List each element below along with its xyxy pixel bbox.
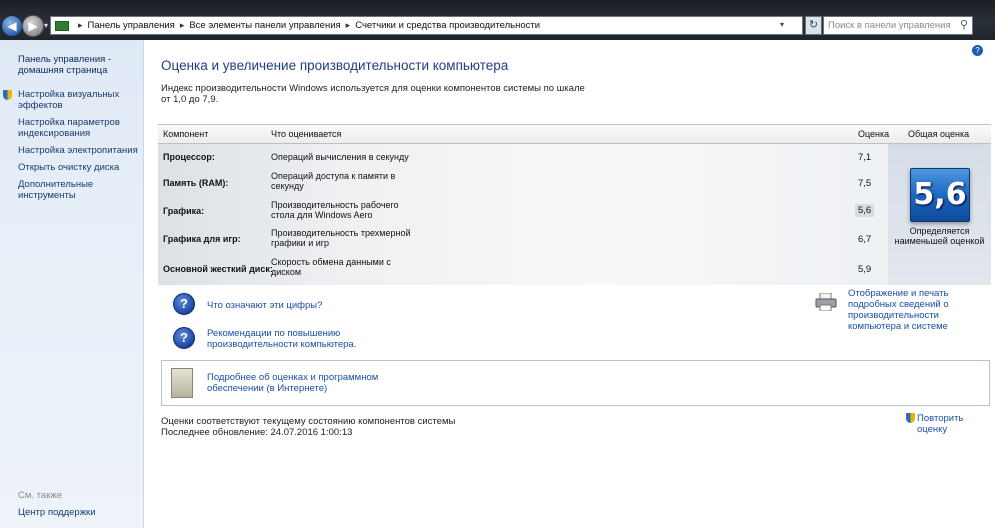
question-icon: ? — [173, 293, 195, 315]
row-score: 7,5 — [858, 178, 872, 189]
row-score: 6,7 — [858, 234, 872, 245]
recent-pages-dropdown[interactable]: ▾ — [44, 21, 49, 30]
sidebar-item-advanced-tools[interactable]: Дополнительные инструменты — [18, 179, 94, 201]
breadcrumb-control-panel[interactable]: Панель управления — [87, 20, 175, 31]
chevron-down-icon[interactable]: ▾ — [779, 20, 784, 29]
question-icon: ? — [173, 327, 195, 349]
status-last-update: Последнее обновление: 24.07.2016 1:00:13 — [161, 427, 353, 438]
back-button[interactable] — [1, 15, 23, 37]
status-current: Оценки соответствуют текущему состоянию компонентов системы — [161, 416, 456, 427]
printer-icon — [815, 293, 837, 311]
header-overall: Общая оценка — [908, 129, 970, 139]
refresh-button[interactable] — [805, 16, 822, 35]
breadcrumb-separator[interactable]: ▸ — [78, 20, 83, 30]
arrow-left-icon: ◀ — [7, 19, 17, 33]
help-icon[interactable]: ? — [972, 45, 983, 56]
breadcrumb-separator[interactable]: ▸ — [179, 20, 185, 30]
arrow-right-icon: ▶ — [28, 19, 38, 33]
base-score-panel — [888, 144, 991, 285]
table-row — [158, 169, 888, 197]
see-also-heading: См. также — [18, 490, 62, 501]
refresh-icon: ↻ — [808, 19, 819, 31]
table-header — [158, 124, 991, 144]
row-score: 5,9 — [858, 264, 872, 275]
control-panel-icon — [55, 21, 69, 31]
sidebar-item-support-center[interactable]: Центр поддержки — [18, 507, 96, 518]
numbers-meaning-link[interactable]: Что означают эти цифры? — [207, 300, 323, 311]
score-table — [158, 124, 991, 285]
base-score-caption: Определяется наименьшей оценкой — [894, 226, 985, 246]
sidebar-item-disk-cleanup[interactable]: Открыть очистку диска — [18, 162, 120, 173]
header-score: Оценка — [858, 129, 890, 139]
base-score-badge: 5,6 — [910, 168, 970, 222]
row-component: Графика для игр: — [163, 234, 241, 244]
page-title: Оценка и увеличение производительности компьютера — [161, 58, 509, 73]
row-component: Процессор: — [163, 152, 215, 162]
online-info-box — [161, 360, 990, 406]
header-what: Что оценивается — [271, 129, 342, 139]
search-input[interactable] — [823, 16, 973, 35]
address-toolbar — [0, 0, 995, 40]
forward-button[interactable] — [22, 15, 44, 37]
software-info-icon — [171, 368, 193, 398]
row-what: Производительность рабочего стола для Windows Aero — [271, 200, 399, 220]
breadcrumb-performance[interactable]: Счетчики и средства производительности — [355, 20, 541, 31]
table-body — [158, 144, 888, 285]
search-placeholder: Поиск в панели управления — [828, 20, 951, 31]
row-component: Память (RAM): — [163, 178, 229, 188]
performance-tips-link[interactable]: Рекомендации по повышению производительности компьютера. — [207, 328, 357, 350]
row-what: Производительность трехмерной графики и игр — [271, 228, 411, 248]
online-details-link[interactable]: Подробнее об оценках и программном обеспечении (в Интернете) — [207, 372, 379, 394]
rerun-assessment-link[interactable]: Повторить оценку — [917, 413, 964, 435]
table-row — [158, 197, 888, 225]
sidebar-item-home[interactable]: Панель управления - домашняя страница — [18, 54, 112, 76]
breadcrumb-all-items[interactable]: Все элементы панели управления — [189, 20, 341, 31]
row-score-highlighted: 5,6 — [855, 204, 874, 217]
sidebar-item-visual-effects[interactable]: Настройка визуальных эффектов — [18, 89, 120, 111]
breadcrumb-separator[interactable]: ▸ — [345, 20, 351, 30]
search-icon[interactable]: ⚲ — [959, 19, 968, 31]
table-row — [158, 255, 888, 283]
address-bar[interactable] — [50, 16, 803, 35]
shield-icon — [906, 413, 915, 423]
row-score: 7,1 — [858, 152, 872, 163]
row-component: Графика: — [163, 206, 205, 216]
intro-text: Индекс производительности Windows используется для оценки компонентов системы по шкале от 1,0 до 7,9. — [161, 83, 585, 105]
print-details-link[interactable]: Отображение и печать подробных сведений о производительности компьютера и системе — [848, 288, 949, 332]
row-what: Скорость обмена данными с диском — [271, 257, 391, 277]
sidebar-item-indexing[interactable]: Настройка параметров индексирования — [18, 117, 120, 139]
table-row — [158, 226, 888, 254]
sidebar-item-power[interactable]: Настройка электропитания — [18, 145, 138, 156]
task-pane — [0, 40, 144, 528]
header-component: Компонент — [163, 129, 209, 139]
shield-icon — [3, 90, 12, 100]
row-component: Основной жесткий диск: — [163, 264, 273, 274]
row-what: Операций вычисления в секунду — [271, 152, 409, 162]
row-what: Операций доступа к памяти в секунду — [271, 171, 396, 191]
